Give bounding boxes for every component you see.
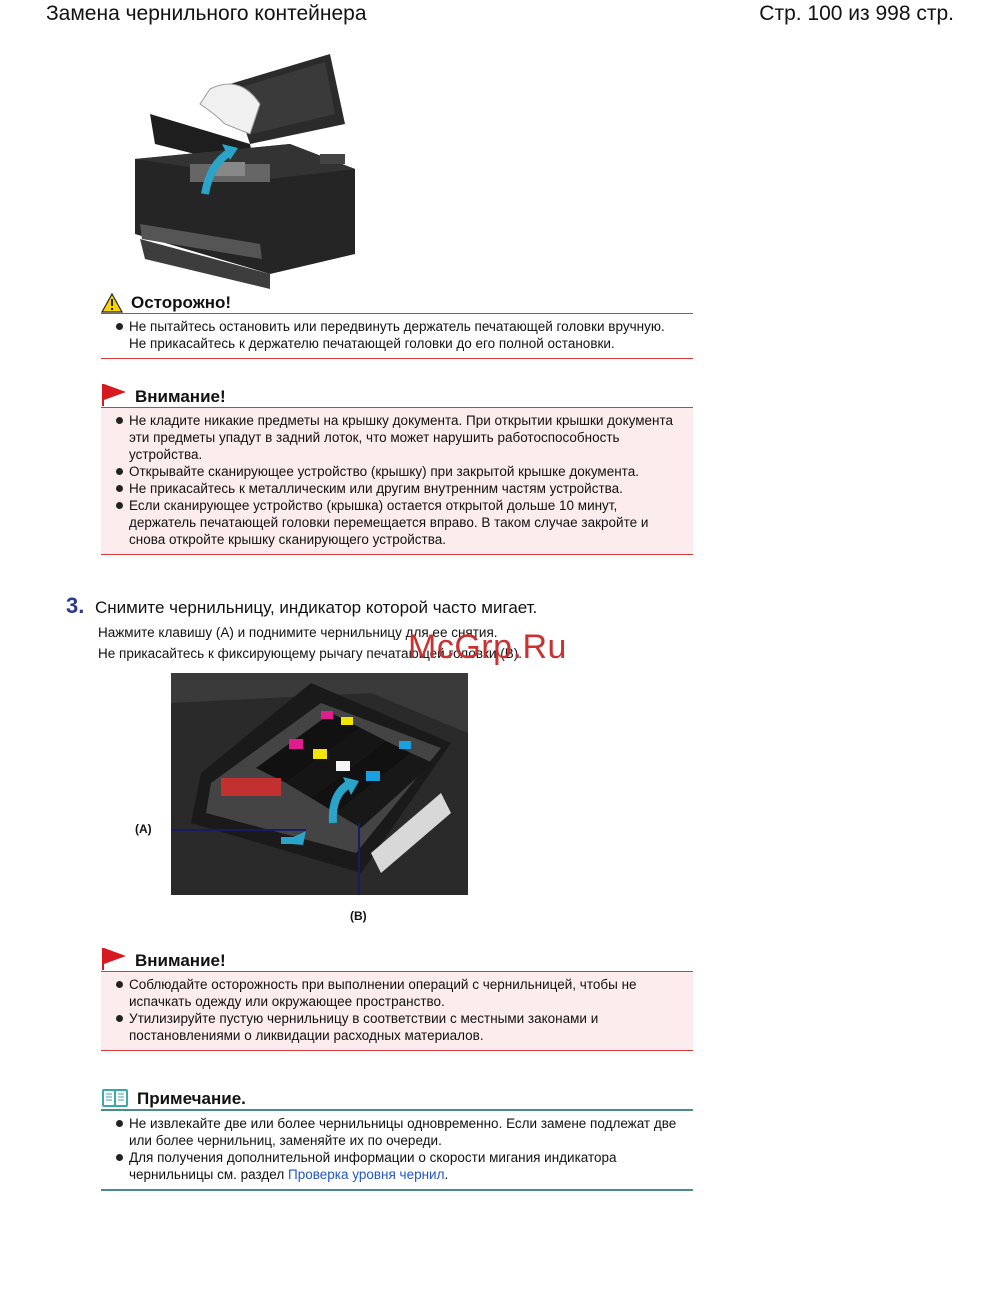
warning-triangle-icon [101,293,123,313]
caution-body [101,314,693,359]
ink-tank-illustration [171,673,468,895]
book-icon [101,1087,129,1109]
list-item: Не кладите никакие предметы на крышку документа. При открытии крышки документа эти предметы упадут в задний лоток, что может нарушить работоспособность устройства. [114,412,685,463]
note-text-suffix: . [444,1167,449,1182]
attention-box-2 [101,945,693,1051]
list-item: Не прикасайтесь к металлическим или другим внутренним частям устройства. [114,480,685,497]
list-item: Не пытайтесь остановить или передвинуть держатель печатающей головки вручную. Не прикасайтесь к держателю печатающей головки до его полной остановки. [114,318,685,352]
step-number: 3. [66,593,85,618]
red-flag-icon [101,947,127,971]
callout-label-a: (A) [135,822,152,836]
list-item: Открывайте сканирующее устройство (крышку) при закрытой крышке документа. [114,463,685,480]
list-item [114,1149,685,1183]
caution-box [101,287,693,359]
note-title: Примечание. [137,1089,246,1108]
watermark: McGrp.Ru [408,628,567,666]
ink-level-link[interactable]: Проверка уровня чернил [288,1167,445,1182]
note-body [101,1111,693,1191]
caution-header [101,287,693,314]
list-item: Соблюдайте осторожность при выполнении операций с чернильницей, чтобы не испачкать одежду или окружающее пространство. [114,976,685,1010]
note-text: Для получения дополнительной информации о скорости мигания индикатора чернильницы см. раздел [129,1150,617,1182]
caution-title: Осторожно! [131,293,232,312]
step-instruction-1: Нажмите клавишу (A) и поднимите чернильницу для ее снятия. [98,625,498,640]
list-item: Если сканирующее устройство (крышка) остается открытой дольше 10 минут, держатель печатающей головки перемещается вправо. В таком случае закройте и снова откройте крышку сканирующего устройства. [114,497,685,548]
list-item: Утилизируйте пустую чернильницу в соответствии с местными законами и постановлениями о ликвидации расходных материалов. [114,1010,685,1044]
attention-title-1: Внимание! [135,387,226,406]
step-title: Снимите чернильницу, индикатор которой часто мигает. [95,598,538,617]
note-box [101,1083,693,1191]
step-instruction-2: Не прикасайтесь к фиксирующему рычагу печатающей головки (B). [98,646,522,661]
note-header [101,1083,693,1111]
list-item: Не извлекайте две или более чернильницы одновременно. Если замене подлежат две или более чернильниц, заменяйте их по очереди. [114,1115,685,1149]
red-flag-icon [101,383,127,407]
attention-header-1 [101,381,693,408]
callout-label-b: (B) [350,909,367,923]
page-counter: Стр. 100 из 998 стр. [759,2,954,25]
attention-title-2: Внимание! [135,951,226,970]
attention-body-1 [101,408,693,555]
attention-header-2 [101,945,693,972]
printer-open-illustration [130,44,370,294]
attention-body-2 [101,972,693,1051]
document-title: Замена чернильного контейнера [46,2,367,25]
attention-box-1 [101,381,693,555]
